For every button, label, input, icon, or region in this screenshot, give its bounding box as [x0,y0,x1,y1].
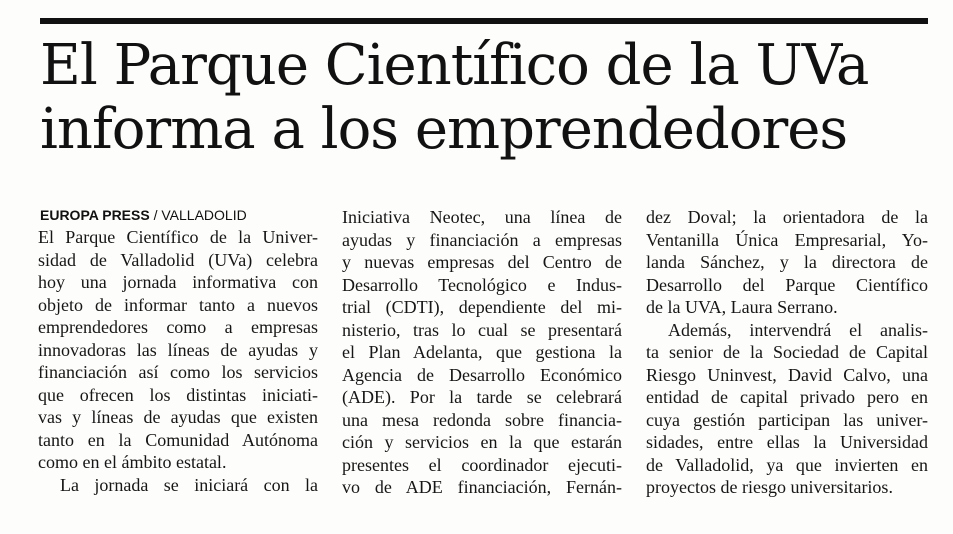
text-line: dez Doval; la orientadora de la [646,207,928,227]
text-line: presentes el coordinador ejecuti- [342,454,622,475]
text-line: emprendedores como a empresas [38,317,318,337]
text-line: sidad de Valladolid (UVa) celebra [38,249,318,270]
text-line: entidad de capital privado pero en [646,387,928,407]
text-line: el Plan Adelanta, que gestiona la [342,342,622,362]
text-line: trial (CDTI), dependiente del mi- [342,297,622,317]
text-line: hoy una jornada informativa con [38,272,318,292]
text-line: (ADE). Por la tarde se celebrará [342,387,622,407]
text-line: ción y servicios en la que estarán [342,432,622,452]
headline [40,34,930,162]
text-line: nisterio, tras lo cual se presentará [342,319,622,340]
top-rule [40,18,928,24]
text-line: Ventanilla Única Empresarial, Yo- [646,229,928,250]
text-line: vas y líneas de ayudas que existen [38,407,318,427]
text-line: que ofrecen los distintas iniciati- [38,384,318,405]
text-line: La jornada se iniciará con la [60,474,318,495]
byline-location: VALLADOLID [161,207,247,223]
article-column-1 [38,226,318,496]
headline-line-2: informa a los emprendedores [40,97,848,162]
byline-separator: / [153,207,158,223]
byline [40,206,247,224]
text-line: Además, intervendrá el analis- [668,319,928,340]
article-column-3 [646,206,928,499]
text-line: landa Sánchez, y la directora de [646,252,928,272]
text-line: Riesgo Uninvest, David Calvo, una [646,364,928,385]
text-line: financiación así como los servicios [38,362,318,382]
article-column-2 [342,206,622,499]
byline-agency: EUROPA PRESS [40,207,150,223]
text-line: como en el ámbito estatal. [38,452,227,472]
text-line: innovadoras las líneas de ayudas y [38,339,318,360]
text-line: El Parque Científico de la Univer- [38,227,318,247]
text-line: Desarrollo Tecnológico e Indus- [342,274,622,295]
text-line: y nuevas empresas del Centro de [342,252,622,272]
text-line: ta senior de la Sociedad de Capital [646,342,928,362]
text-line: vo de ADE financiación, Fernán- [342,477,622,497]
text-line: de la UVA, Laura Serrano. [646,297,838,317]
text-line: proyectos de riesgo universitarios. [646,477,893,497]
text-line: cuya gestión participan las univer- [646,409,928,430]
text-line: ayudas y financiación a empresas [342,229,622,250]
text-line: objeto de informar tanto a nuevos [38,294,318,315]
headline-line-1: El Parque Científico de la UVa [40,33,869,98]
text-line: Iniciativa Neotec, una línea de [342,207,622,227]
text-line: de Valladolid, ya que invierten en [646,454,928,475]
text-line: Agencia de Desarrollo Económico [342,364,622,385]
text-line: tanto en la Comunidad Autónoma [38,429,318,450]
text-line: sidades, entre ellas la Universidad [646,432,928,452]
text-line: Desarrollo del Parque Científico [646,274,928,295]
text-line: una mesa redonda sobre financia- [342,409,622,430]
